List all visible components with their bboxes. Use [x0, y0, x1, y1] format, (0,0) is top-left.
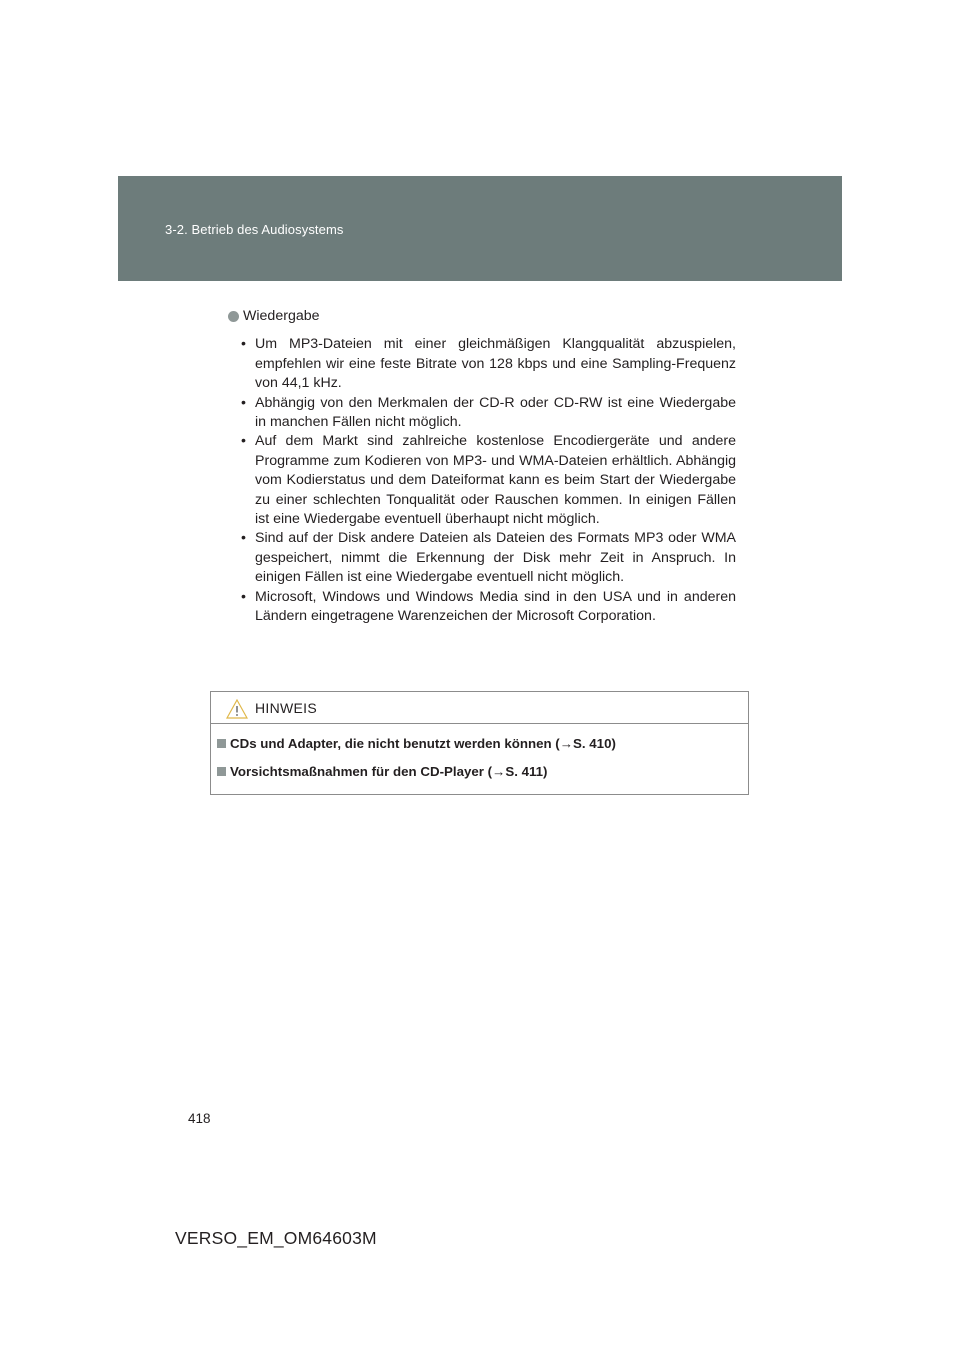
- list-item-text: Microsoft, Windows und Windows Media sind in den USA und in anderen Ländern eingetragene Warenzeichen der Microsoft Corporation.: [255, 588, 736, 625]
- bullet-dot-icon: •: [241, 433, 246, 450]
- list-item: [228, 335, 736, 393]
- page-number: 418: [188, 1111, 211, 1126]
- list-item-text: Um MP3-Dateien mit einer gleichmäßigen Klangqualität abzuspielen, empfehlen wir eine feste Bitrate von 128 kbps und eine Sampling-Frequenz von 44,1 kHz.: [255, 336, 736, 392]
- bullet-list: [228, 335, 736, 626]
- list-item-text: Auf dem Markt sind zahlreiche kostenlose Encodiergeräte und andere Programme zum Kodieren von MP3- und WMA-Dateien erhältlich. Abhängig vom Kodierstatus und dem Dateiformat kann es beim Start der Wiedergabe zu einer schlechten Tonqualität oder Rauschen kommen. In einigen Fällen ist eine Wiedergabe eventuell überhaupt nicht möglich.: [255, 433, 736, 528]
- notice-item-text: Vorsichtsmaßnahmen für den CD-Player (→S. 411): [230, 764, 548, 779]
- list-item-text: Sind auf der Disk andere Dateien als Dateien des Formats MP3 oder WMA gespeichert, nimmt die Erkennung der Disk mehr Zeit in Anspruch. In einigen Fällen ist eine Wiedergabe eventuell nicht möglich.: [255, 530, 736, 586]
- notice-items: [217, 736, 737, 792]
- document-code: VERSO_EM_OM64603M: [175, 1228, 377, 1248]
- section-heading: [228, 307, 736, 326]
- notice-item-text: CDs und Adapter, die nicht benutzt werden können (→S. 410): [230, 736, 616, 751]
- list-item-text: Abhängig von den Merkmalen der CD-R oder CD-RW ist eine Wiedergabe in manchen Fällen nicht möglich.: [255, 394, 736, 431]
- section-heading-text: Wiedergabe: [243, 308, 320, 324]
- section-title: 3-2. Betrieb des Audiosystems: [165, 222, 344, 237]
- bullet-dot-icon: •: [241, 588, 246, 605]
- warning-triangle-icon: [226, 699, 248, 719]
- notice-header: [211, 692, 748, 724]
- notice-box: [210, 691, 749, 795]
- section-header-band: [118, 176, 842, 281]
- notice-item: [217, 736, 737, 752]
- bullet-dot-icon: •: [241, 530, 246, 547]
- list-item: [228, 588, 736, 627]
- notice-item: [217, 764, 737, 780]
- circle-bullet-icon: [228, 311, 239, 322]
- square-bullet-icon: [217, 767, 226, 776]
- list-item: [228, 432, 736, 529]
- notice-title: HINWEIS: [255, 700, 317, 716]
- bullet-dot-icon: •: [241, 394, 246, 411]
- bullet-dot-icon: •: [241, 336, 246, 353]
- square-bullet-icon: [217, 739, 226, 748]
- list-item: [228, 529, 736, 587]
- main-content: [228, 307, 736, 627]
- list-item: [228, 394, 736, 433]
